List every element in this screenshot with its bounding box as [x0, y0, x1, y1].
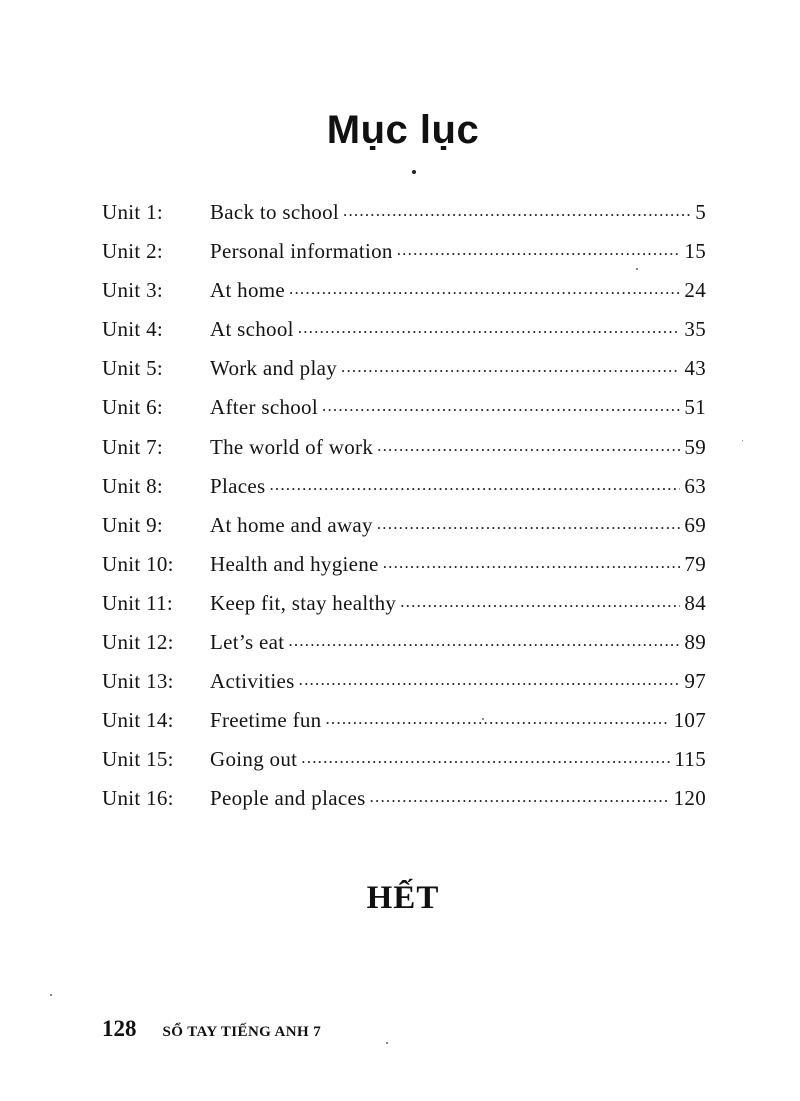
toc-entry: [102, 354, 706, 393]
scan-speck: [636, 268, 638, 270]
toc-unit-label: Unit 4:: [102, 317, 164, 342]
toc-entry: [102, 472, 706, 511]
toc-unit-title: Back to school: [210, 200, 340, 224]
toc-dot-leader: [299, 667, 681, 688]
toc-unit-label: Unit 2:: [102, 239, 164, 264]
toc-unit-label: Unit 10:: [102, 551, 174, 576]
toc-dot-leader: [269, 472, 680, 493]
toc-entry: [102, 393, 706, 432]
toc-dot-leader: [400, 589, 680, 610]
toc-page-number: 79: [684, 551, 706, 576]
toc-unit-title: Places: [210, 473, 266, 498]
toc-unit-title: Work and play: [210, 356, 338, 381]
toc-page-number: 84: [684, 590, 706, 615]
toc-dot-leader: [397, 237, 681, 258]
toc-entry: [102, 315, 706, 354]
toc-unit-title: People and places: [210, 786, 366, 811]
toc-dot-leader: [383, 550, 681, 571]
toc-page-number: 107: [673, 708, 706, 733]
end-mark: HẾT: [366, 880, 440, 916]
toc-unit-title: The world of work: [210, 434, 374, 459]
toc-unit-label: Unit 16:: [102, 786, 174, 811]
toc-entry: [102, 706, 706, 745]
toc-page-number: 43: [684, 356, 706, 381]
toc-dot-leader: [370, 784, 670, 805]
toc-page-number: 89: [684, 630, 706, 655]
toc-entry: [102, 237, 706, 276]
toc-unit-label: Unit 15:: [102, 747, 174, 772]
scan-speck: [50, 994, 52, 996]
toc-dot-leader: [377, 433, 680, 454]
toc-dot-leader: [325, 706, 669, 727]
toc-entry: [102, 198, 706, 237]
footer-page-number: 128: [102, 1016, 137, 1041]
toc-entry: [102, 276, 706, 315]
toc-entry: [102, 511, 706, 550]
toc-page-number: 69: [684, 512, 706, 537]
toc-unit-title: Personal information: [210, 239, 393, 264]
toc-dot-leader: [298, 315, 681, 336]
toc-unit-label: Unit 6:: [102, 395, 164, 420]
page-footer: [102, 1016, 321, 1042]
toc-entry: [102, 745, 706, 784]
toc-entry: [102, 589, 706, 628]
toc-page-number: 5: [695, 200, 706, 224]
toc-unit-title: At home and away: [210, 512, 373, 537]
toc-page-number: 51: [684, 395, 706, 420]
toc-unit-title: Freetime fun: [210, 708, 322, 733]
toc-unit-label: Unit 1:: [102, 200, 164, 224]
toc-unit-title: Let’s eat: [210, 630, 285, 655]
toc-dot-leader: [343, 198, 691, 219]
toc-unit-label: Unit 5:: [102, 356, 164, 381]
toc-dot-leader: [377, 511, 681, 532]
footer-book-title: SỔ TAY TIẾNG ANH 7: [162, 1024, 322, 1040]
toc-entry: [102, 433, 706, 472]
scan-speck: [386, 1042, 388, 1044]
toc-page-number: 97: [684, 669, 706, 694]
toc-unit-label: Unit 7:: [102, 434, 164, 459]
toc-page-number: 63: [684, 473, 706, 498]
toc-unit-label: Unit 12:: [102, 630, 174, 655]
toc-dot-leader: [288, 628, 680, 649]
toc-unit-label: Unit 9:: [102, 512, 164, 537]
toc-unit-title: At home: [210, 278, 286, 303]
title-dot-mark: [412, 170, 416, 174]
toc-unit-title: At school: [210, 317, 294, 342]
toc-page-number: 24: [684, 278, 706, 303]
toc-unit-label: Unit 3:: [102, 278, 164, 303]
toc-unit-title: Health and hygiene: [210, 551, 379, 576]
toc-page-number: 120: [673, 786, 706, 811]
toc-unit-label: Unit 13:: [102, 669, 174, 694]
table-of-contents: [102, 198, 706, 824]
toc-page-number: 59: [684, 434, 706, 459]
toc-dot-leader: [341, 354, 680, 375]
toc-unit-label: Unit 14:: [102, 708, 174, 733]
toc-dot-leader: [289, 276, 680, 297]
toc-dot-leader: [301, 745, 670, 766]
scan-speck: [742, 440, 743, 441]
toc-entry: [102, 628, 706, 667]
page-title: Mục lục: [326, 108, 480, 152]
toc-unit-title: After school: [210, 395, 318, 420]
toc-unit-label: Unit 11:: [102, 590, 174, 615]
toc-entry: [102, 784, 706, 823]
toc-unit-label: Unit 8:: [102, 473, 164, 498]
toc-dot-leader: [322, 393, 680, 414]
toc-entry: [102, 550, 706, 589]
toc-page-number: 115: [674, 747, 706, 772]
toc-unit-title: Keep fit, stay healthy: [210, 590, 397, 615]
scan-speck: [482, 718, 484, 720]
toc-page-number: 15: [684, 239, 706, 264]
toc-unit-title: Activities: [210, 669, 295, 694]
toc-unit-title: Going out: [210, 747, 298, 772]
toc-page-number: 35: [684, 317, 706, 342]
toc-entry: [102, 667, 706, 706]
